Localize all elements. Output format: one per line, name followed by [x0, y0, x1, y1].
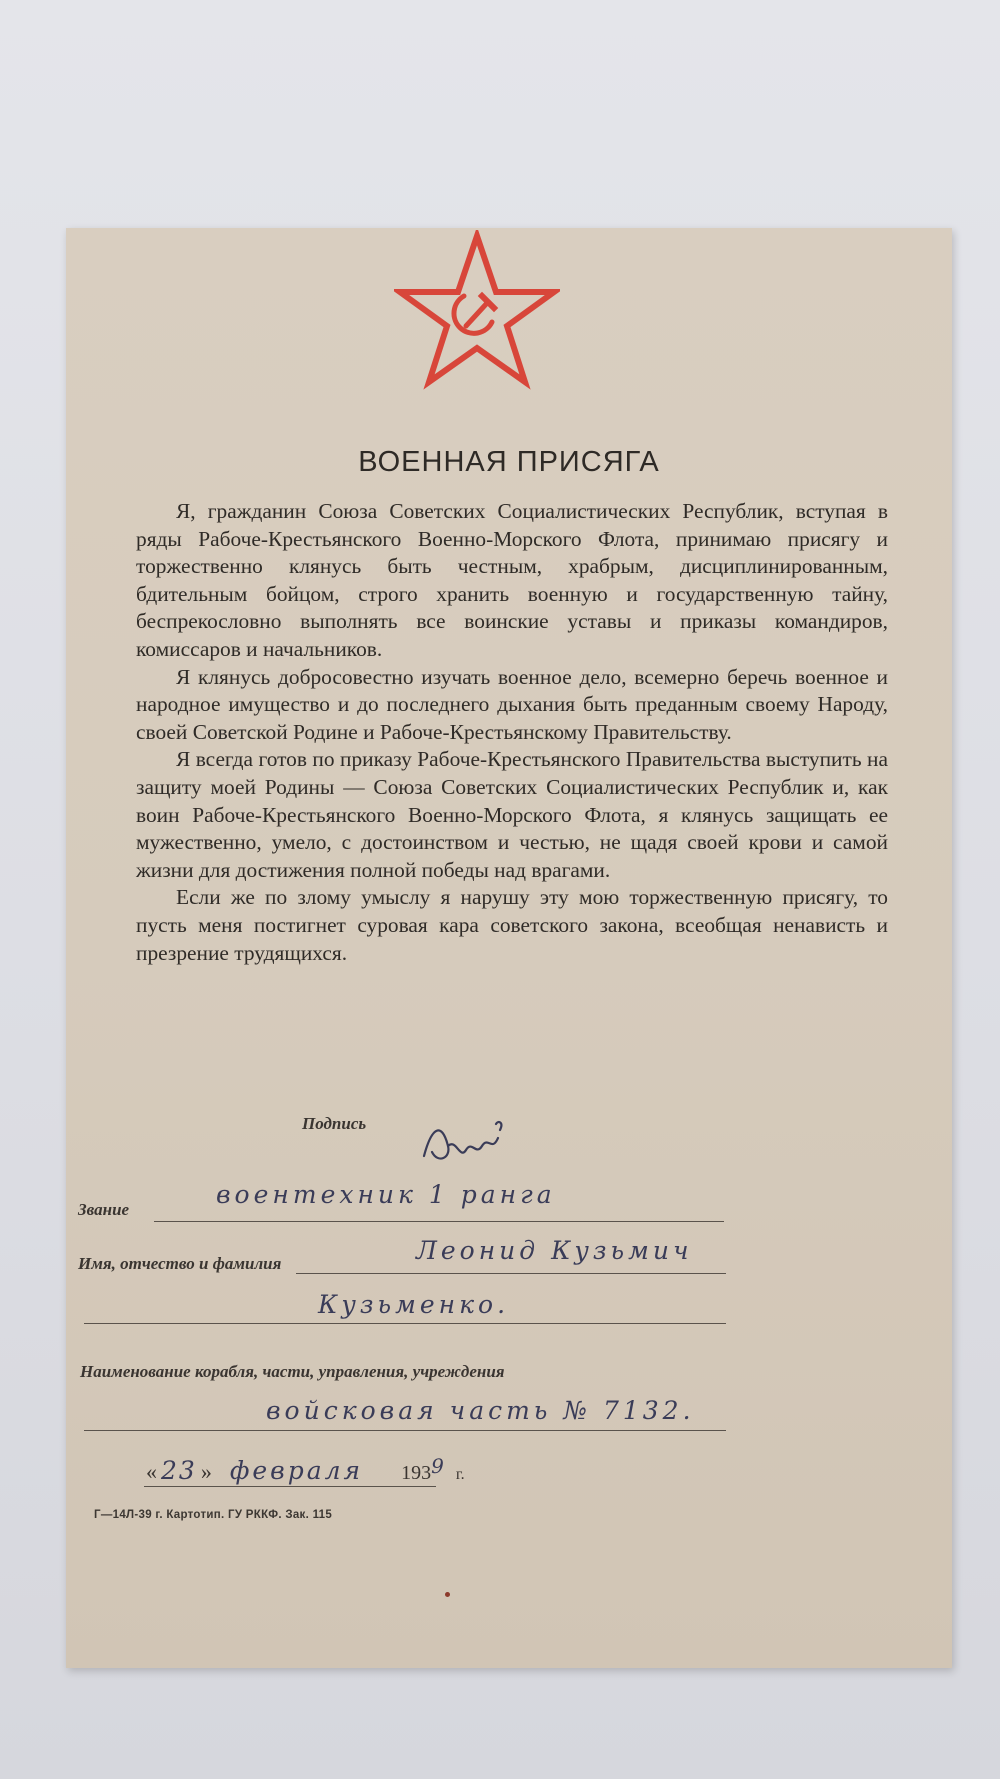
oath-text	[136, 498, 888, 967]
rank-line	[154, 1221, 724, 1222]
date-field: « 23 » февраля 1939 г.	[146, 1454, 465, 1485]
name-line	[296, 1273, 726, 1274]
date-year-prefix: 193	[401, 1462, 432, 1484]
unit-value: войсковая часть № 7132.	[266, 1396, 695, 1425]
date-day: 23	[161, 1456, 197, 1485]
date-suffix: г.	[455, 1466, 465, 1483]
document-title: ВОЕННАЯ ПРИСЯГА	[358, 446, 660, 478]
ink-dot	[445, 1592, 450, 1597]
rank-label: Звание	[78, 1200, 130, 1219]
unit-label: Наименование корабля, части, управления, учреждения	[80, 1362, 505, 1381]
oath-paragraph: Я клянусь добросовестно изучать военное дело, всемерно беречь военное и народное имущество и до последнего дыхания быть преданным своему Народу, своей Советской Родине и Рабоче-Крестьянскому Правительству.	[136, 664, 888, 744]
oath-paragraph: Я всегда готов по приказу Рабоче-Крестьянского Правительства выступить на защиту моей Родины — Союза Советских Социалистических Республик и, как воин Рабоче-Крестьянского Военно-Морского Флота, я клянусь защищать ее мужественно, умело, с достоинством и честью, не щадя своей крови и самой жизни для достижения полной победы над врагами.	[136, 747, 888, 882]
name-value-line2: Кузьменко.	[318, 1290, 510, 1319]
date-year-suffix: 9	[431, 1454, 448, 1478]
red-star-hammer-sickle-icon	[394, 230, 560, 390]
unit-line	[84, 1430, 726, 1431]
print-imprint: Г—14Л-39 г. Картотип. ГУ РККФ. Зак. 115	[94, 1509, 333, 1521]
name-label: Имя, отчество и фамилия	[78, 1254, 282, 1273]
name-line-2	[84, 1323, 726, 1324]
oath-paragraph: Я, гражданин Союза Советских Социалистических Республик, вступая в ряды Рабоче-Крестьянского Военно-Морского Флота, принимаю присягу и торжественно клянусь быть честным, храбрым, дисциплинированным, бдительным бойцом, строго хранить военную и государственную тайну, беспрекословно выполнять все воинские уставы и приказы командиров, комиссаров и начальников.	[136, 499, 888, 661]
signature-label: Подпись	[302, 1114, 367, 1133]
name-value-line1: Леонид Кузьмич	[416, 1236, 693, 1265]
date-month: февраля	[229, 1456, 364, 1485]
oath-paragraph: Если же по злому умыслу я нарушу эту мою торжественную присягу, то пусть меня постигнет суровая кара советского закона, всеобщая ненависть и презрение трудящихся.	[136, 885, 888, 965]
date-line	[144, 1486, 436, 1487]
emblem	[394, 230, 560, 390]
oath-document	[66, 228, 952, 1668]
rank-value: воентехник 1 ранга	[216, 1180, 556, 1209]
handwritten-signature	[418, 1116, 518, 1176]
